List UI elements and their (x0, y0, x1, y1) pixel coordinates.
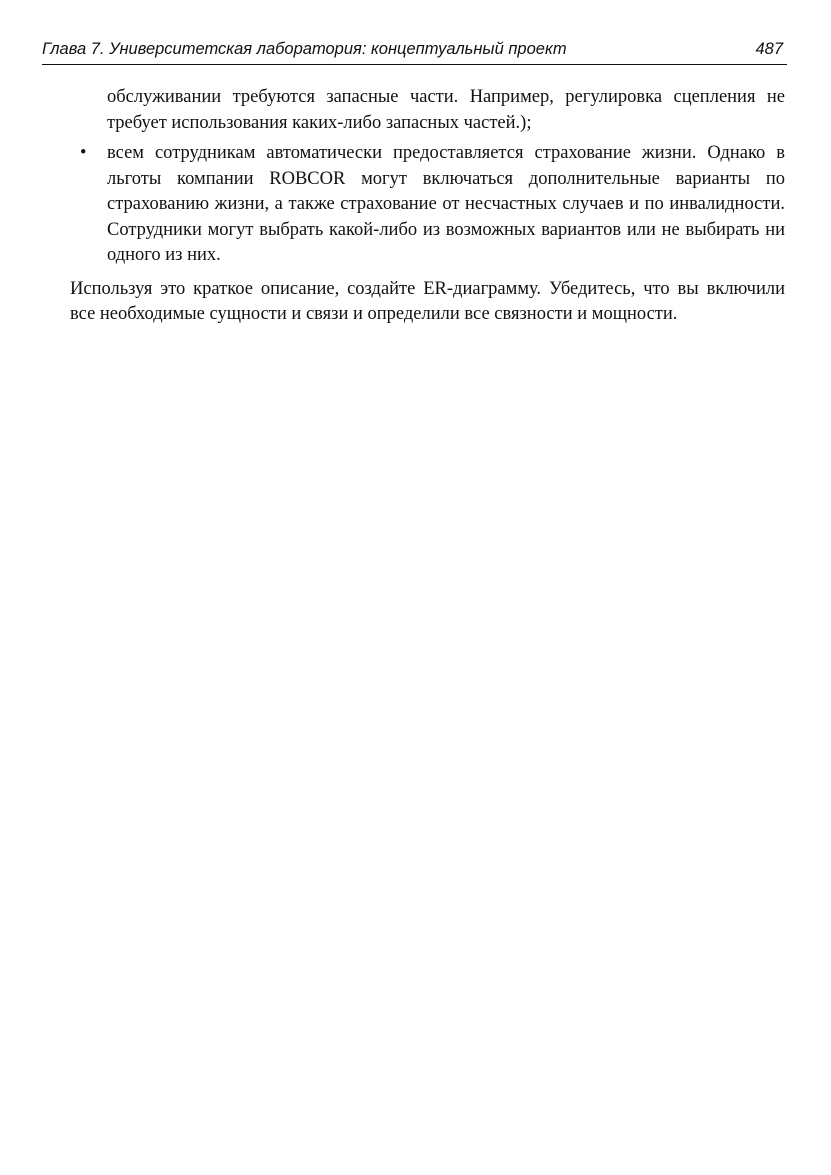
page-body (70, 85, 785, 328)
chapter-title: Глава 7. Университетская лаборатория: концептуальный проект (42, 40, 567, 58)
bullet-marker: • (80, 143, 87, 163)
bullet-item-text: всем сотрудникам автоматически предоставляется страхование жизни. Однако в льготы компании ROBCOR могут включаться дополнительные варианты по страхованию жизни, а также страхование от несчастных случаев и по инвалидности. Сотрудники могут выбрать какой-либо из возможных вариантов или не выбирать ни одного из них. (107, 143, 785, 265)
closing-paragraph: Используя это краткое описание, создайте ER-диаграмму. Убедитесь, что вы включили все необходимые сущности и связи и определили все связности и мощности. (70, 278, 785, 324)
continuation-paragraph: обслуживании требуются запасные части. Например, регулировка сцепления не требует использования каких-либо запасных частей.); (107, 87, 785, 133)
bullet-list-item (80, 141, 785, 269)
running-header (42, 38, 787, 65)
page-number: 487 (755, 40, 783, 58)
